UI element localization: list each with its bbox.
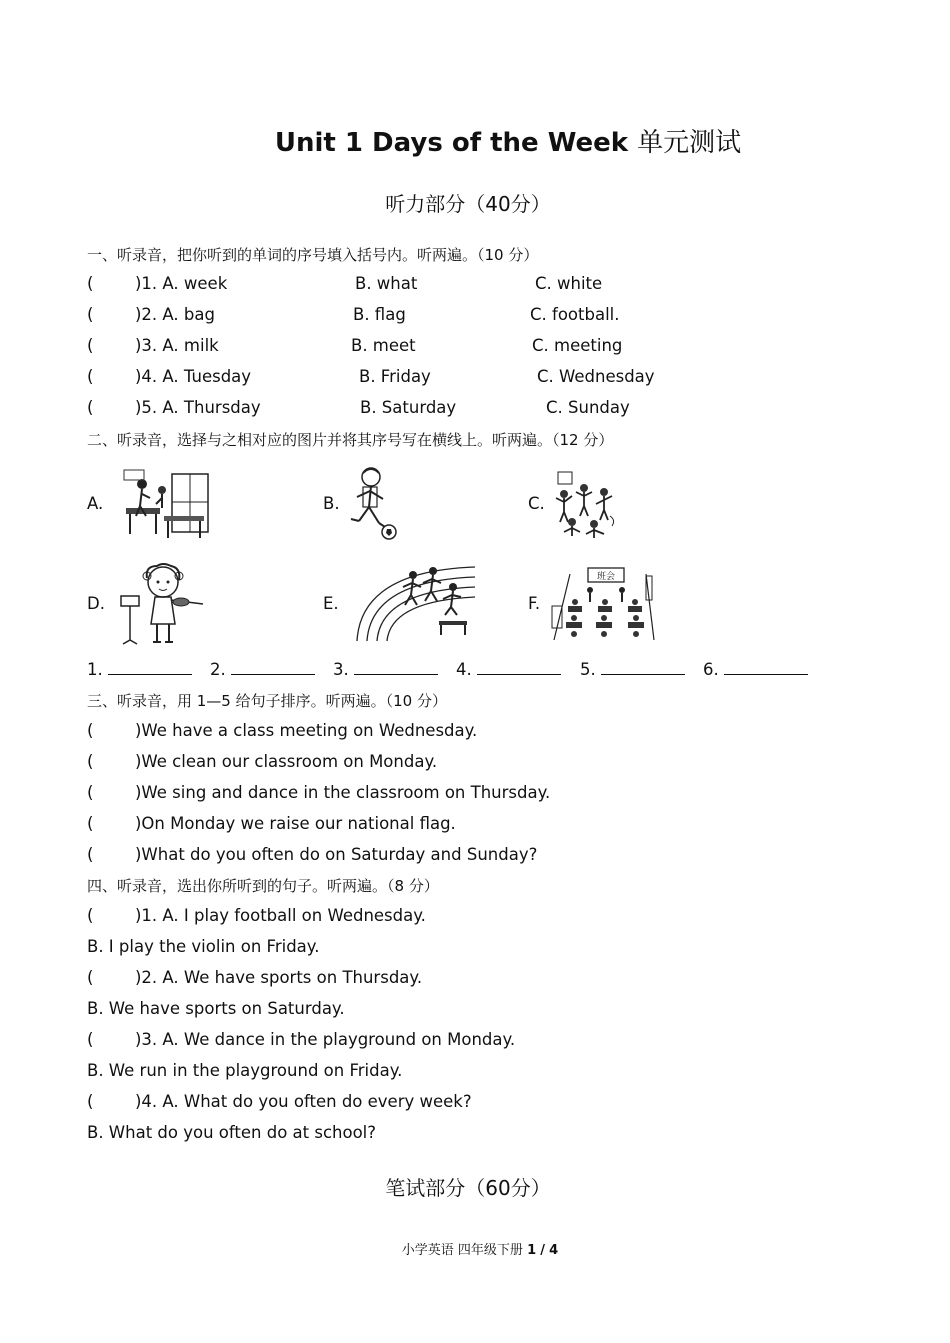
page-total: 4 xyxy=(549,1243,559,1258)
s3-item-2 xyxy=(87,752,437,771)
class-meeting-picture xyxy=(550,566,658,642)
answer-paren[interactable]: ( xyxy=(87,968,94,987)
answer-paren[interactable]: ( xyxy=(87,398,94,417)
blank-number: 6. xyxy=(703,660,719,679)
blank-number: 5. xyxy=(580,660,596,679)
answer-paren[interactable]: ( xyxy=(87,1030,94,1049)
blank-number: 4. xyxy=(456,660,472,679)
written-header: 笔试部分（60分） xyxy=(385,1176,551,1200)
s3-item-1 xyxy=(87,721,477,740)
s4-item-1-b: B. I play the violin on Friday. xyxy=(87,937,320,956)
s4-item-4-b: B. What do you often do at school? xyxy=(87,1123,377,1142)
answer-blank-3[interactable] xyxy=(333,660,438,679)
s1-item-2 xyxy=(87,305,215,324)
option-a: )2. A. bag xyxy=(135,305,215,324)
listening-header: 听力部分（40分） xyxy=(385,192,551,216)
classroom-cleaning-picture xyxy=(122,468,212,540)
section-2-heading: 二、听录音，选择与之相对应的图片并将其序号写在横线上。听两遍。（12 分） xyxy=(87,431,614,449)
option-a: )4. A. What do you often do every week? xyxy=(135,1092,472,1111)
s1-item-3-b: B. meet xyxy=(351,336,416,355)
page-title xyxy=(0,122,950,159)
answer-blank-4[interactable] xyxy=(456,660,561,679)
answer-paren[interactable]: ( xyxy=(87,845,94,864)
option-a: )1. A. I play football on Wednesday. xyxy=(135,906,426,925)
sentence: )What do you often do on Saturday and Sunday? xyxy=(135,845,538,864)
option-a: )4. A. Tuesday xyxy=(135,367,252,386)
children-running-track-picture xyxy=(355,561,481,643)
page-number: 1 xyxy=(527,1243,537,1258)
answer-blank-1[interactable] xyxy=(87,660,192,679)
footer-subject: 小学英语 四年级下册 xyxy=(401,1243,523,1258)
picture-b-label: B. xyxy=(323,494,340,513)
children-dancing-picture xyxy=(550,468,622,540)
answer-blank-6[interactable] xyxy=(703,660,808,679)
class-meeting-sign: 班会 xyxy=(596,572,616,582)
title-cn: 单元测试 xyxy=(637,128,742,158)
blank-number: 3. xyxy=(333,660,349,679)
s1-item-4-c: C. Wednesday xyxy=(537,367,655,386)
s1-item-2-c: C. football. xyxy=(530,305,620,324)
sentence: )We have a class meeting on Wednesday. xyxy=(135,721,478,740)
s4-item-2-a xyxy=(87,968,422,987)
option-a: )5. A. Thursday xyxy=(135,398,261,417)
s1-item-1-b: B. what xyxy=(355,274,418,293)
s1-item-1 xyxy=(87,274,227,293)
section-3-heading: 三、听录音，用 1—5 给句子排序。听两遍。（10 分） xyxy=(87,692,447,710)
title-en: Unit 1 Days of the Week xyxy=(274,128,629,158)
answer-paren[interactable]: ( xyxy=(87,752,94,771)
option-a: )3. A. milk xyxy=(135,336,219,355)
answer-paren[interactable]: ( xyxy=(87,721,94,740)
s4-item-3-a xyxy=(87,1030,515,1049)
girl-playing-violin-picture xyxy=(115,562,207,648)
page-separator: / xyxy=(540,1243,546,1258)
option-a: )2. A. We have sports on Thursday. xyxy=(135,968,423,987)
s1-item-4 xyxy=(87,367,251,386)
answer-paren[interactable]: ( xyxy=(87,783,94,802)
answer-blank-5[interactable] xyxy=(580,660,685,679)
s3-item-4 xyxy=(87,814,456,833)
sentence: )We clean our classroom on Monday. xyxy=(135,752,438,771)
s3-item-5 xyxy=(87,845,537,864)
picture-d-label: D. xyxy=(87,594,105,613)
answer-blank-2[interactable] xyxy=(210,660,315,679)
answer-paren[interactable]: ( xyxy=(87,1092,94,1111)
s4-item-2-b: B. We have sports on Saturday. xyxy=(87,999,345,1018)
answer-paren[interactable]: ( xyxy=(87,305,94,324)
s4-item-4-a xyxy=(87,1092,472,1111)
s4-item-3-b: B. We run in the playground on Friday. xyxy=(87,1061,403,1080)
picture-e-label: E. xyxy=(323,594,339,613)
section-1-heading: 一、听录音，把你听到的单词的序号填入括号内。听两遍。（10 分） xyxy=(87,246,539,264)
blank-number: 1. xyxy=(87,660,103,679)
answer-paren[interactable]: ( xyxy=(87,274,94,293)
s4-item-1-a xyxy=(87,906,426,925)
answer-paren[interactable]: ( xyxy=(87,367,94,386)
s1-item-3-c: C. meeting xyxy=(532,336,623,355)
s1-item-5-b: B. Saturday xyxy=(360,398,457,417)
s3-item-3 xyxy=(87,783,550,802)
boy-playing-football-picture xyxy=(343,465,401,543)
sentence: )On Monday we raise our national flag. xyxy=(135,814,456,833)
section-4-heading: 四、听录音，选出你所听到的句子。听两遍。（8 分） xyxy=(87,877,439,895)
s1-item-5-c: C. Sunday xyxy=(546,398,630,417)
s1-item-2-b: B. flag xyxy=(353,305,406,324)
answer-paren[interactable]: ( xyxy=(87,814,94,833)
s1-item-5 xyxy=(87,398,261,417)
page-footer xyxy=(0,1239,950,1258)
s1-item-4-b: B. Friday xyxy=(359,367,431,386)
picture-a-label: A. xyxy=(87,494,104,513)
option-a: )1. A. week xyxy=(135,274,228,293)
picture-c-label: C. xyxy=(528,494,545,513)
picture-f-label: F. xyxy=(528,594,541,613)
s1-item-3 xyxy=(87,336,219,355)
option-a: )3. A. We dance in the playground on Monday. xyxy=(135,1030,516,1049)
blank-number: 2. xyxy=(210,660,226,679)
answer-paren[interactable]: ( xyxy=(87,906,94,925)
sentence: )We sing and dance in the classroom on Thursday. xyxy=(135,783,551,802)
answer-paren[interactable]: ( xyxy=(87,336,94,355)
s1-item-1-c: C. white xyxy=(535,274,603,293)
